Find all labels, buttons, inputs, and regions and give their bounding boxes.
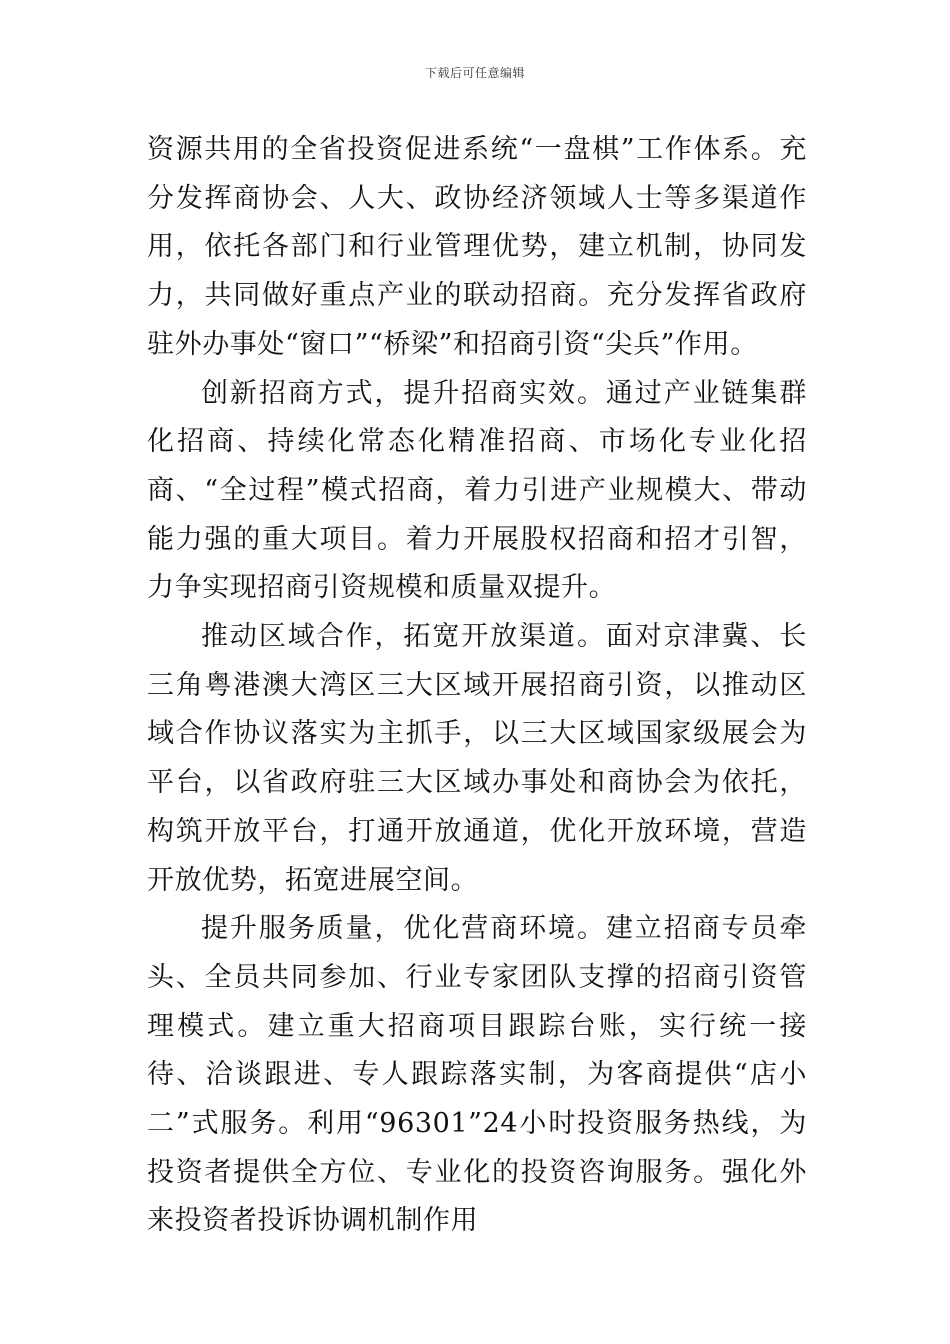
paragraph-3: 推动区域合作，拓宽开放渠道。面对京津冀、长三角粤港澳大湾区三大区域开展招商引资，以推动区域合作协议落实为主抓手，以三大区域国家级展会为平台，以省政府驻三大区域办事处和商协会为依托，构筑开放平台，打通开放通道，优化开放环境，营造开放优势，拓宽进展空间。 <box>147 621 807 896</box>
document-body <box>147 126 807 1246</box>
page-header: 下载后可任意编辑 <box>424 66 525 80</box>
paragraph-1: 资源共用的全省投资促进系统“一盘棋”工作体系。充分发挥商协会、人大、政协经济领域人士等多渠道作用，依托各部门和行业管理优势，建立机制，协同发力，共同做好重点产业的联动招商。充分发挥省政府驻外办事处“窗口”“桥梁”和招商引资“尖兵”作用。 <box>147 134 807 360</box>
paragraph-2: 创新招商方式，提升招商实效。通过产业链集群化招商、持续化常态化精准招商、市场化专业化招商、“全过程”模式招商，着力引进产业规模大、带动能力强的重大项目。着力开展股权招商和招才引智，力争实现招商引资规模和质量双提升。 <box>147 377 807 604</box>
paragraph-4: 提升服务质量，优化营商环境。建立招商专员牵头、全员共同参加、行业专家团队支撑的招商引资管理模式。建立重大招商项目跟踪台账，实行统一接待、洽谈跟进、专人跟踪落实制，为客商提供“店小二”式服务。利用“96301”24小时投资服务热线，为投资者提供全方位、专业化的投资咨询服务。强化外来投资者投诉协调机制作用 <box>147 913 807 1237</box>
